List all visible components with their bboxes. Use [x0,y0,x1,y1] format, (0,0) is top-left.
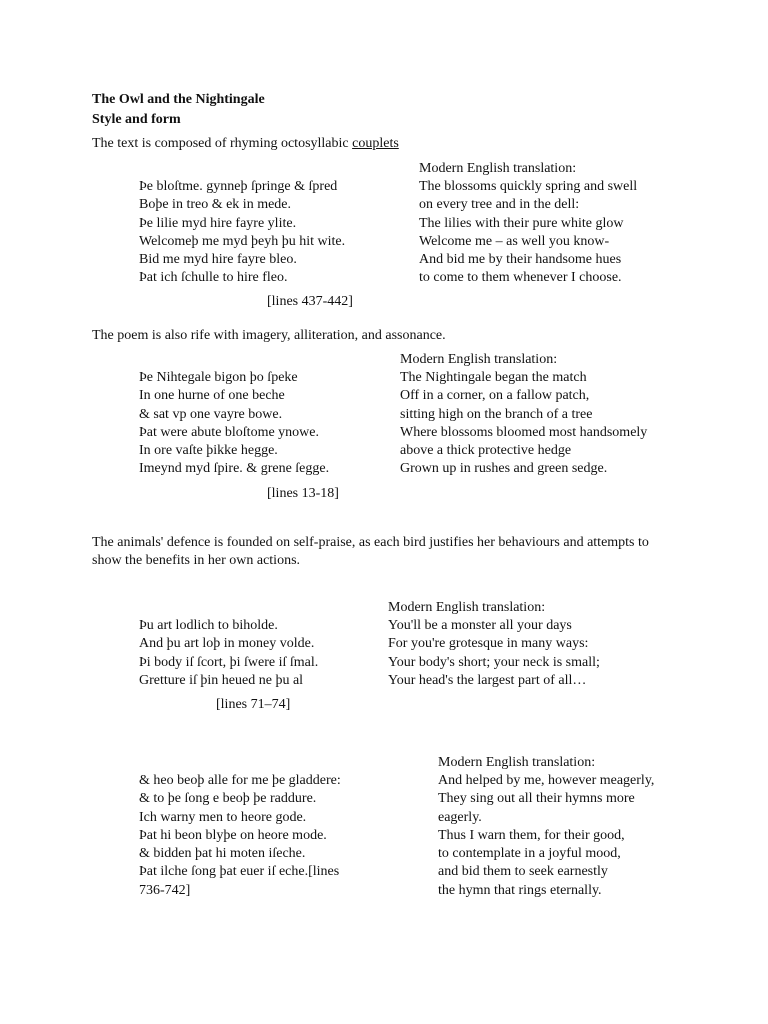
verse-line: In ore vaſte þikke hegge. [139,443,278,459]
translation-line: The Nightingale began the match [400,370,587,385]
translation-verse [388,617,600,690]
translation-line: Off in a corner, on a fallow patch, [400,388,590,404]
intro-paragraph [92,135,399,153]
translation-line: And bid me by their handsome hues [419,252,622,268]
verse-line: Gretture iſ þin heued ne þu al [139,672,304,688]
verse-line: Þat ich ſchulle to hire fleo. [139,270,288,286]
translation-label: Modern English translation: [388,600,546,615]
translation-line: Your body's short; your neck is small; [388,654,600,670]
translation-line: Thus I warn them, for their good, [438,827,625,843]
verse-line: Þu art lodlich to biholde. [139,618,278,633]
intro-text: The text is composed of rhyming octosyllabic [92,136,353,151]
translation-line: on every tree and in the dell: [419,197,580,213]
translation-line: above a thick protective hedge [400,443,572,459]
page-title: The Owl and the Nightingale [92,92,265,107]
body-paragraph: The animals' defence is founded on self-praise, as each bird justifies her behaviours and attempts to show the benefits in her own actions. [92,535,649,569]
verse-line: & sat vp one vayre bowe. [139,406,283,422]
translation-line: Welcome me – as well you know- [419,233,610,249]
verse-line: & heo beoþ alle for me þe gladdere: [139,773,341,788]
verse-line: & to þe ſong e beoþ þe raddure. [139,791,317,807]
translation-verse [400,369,647,479]
original-verse [139,617,318,690]
verse-line: Boþe in treo & ek in mede. [139,197,292,213]
translation-line: The lilies with their pure white glow [419,215,624,231]
verse-line: 736-742] [139,882,191,898]
verse-line: Þe bloſtme. gynneþ ſpringe & ſpred [139,179,338,194]
verse-line: Þat hi beon blyþe on heore mode. [139,827,327,843]
translation-line: to come to them whenever I choose. [419,270,622,286]
translation-line: The blossoms quickly spring and swell [419,179,638,194]
translation-line: and bid them to seek earnestly [438,864,608,880]
verse-line: Imeynd myd ſpire. & grene ſegge. [139,461,330,477]
original-verse [139,772,341,900]
couplets-link[interactable]: couplets [352,136,399,151]
verse-line: Bid me myd hire fayre bleo. [139,252,297,268]
verse-line: Þat ilche ſong þat euer iſ eche.[lines [139,864,340,880]
translation-verse [419,178,637,288]
verse-line: Þe Nihtegale bigon þo ſpeke [139,370,298,385]
section-heading: Style and form [92,112,181,127]
verse-line: Þat were abute bloſtome ynowe. [139,424,320,440]
translation-line: to contemplate in a joyful mood, [438,846,621,862]
line-reference: [lines 437-442] [267,294,353,309]
translation-line: Your head's the largest part of all… [388,672,587,688]
line-reference: [lines 71–74] [216,697,291,712]
original-verse [139,178,345,288]
verse-line: Þe lilie myd hire fayre ylite. [139,215,297,231]
translation-line: the hymn that rings eternally. [438,882,602,898]
translation-line: For you're grotesque in many ways: [388,636,589,652]
translation-line: They sing out all their hymns more [438,791,635,807]
translation-line: Grown up in rushes and green sedge. [400,461,608,477]
verse-line: & bidden þat hi moten iſeche. [139,846,306,862]
translation-line: You'll be a monster all your days [388,618,572,633]
line-reference: [lines 13-18] [267,486,339,501]
verse-line: In one hurne of one beche [139,388,285,404]
body-paragraph: The poem is also rife with imagery, alliteration, and assonance. [92,328,446,343]
translation-line: eagerly. [438,809,482,825]
verse-line: Þi body iſ ſcort, þi ſwere iſ ſmal. [139,654,319,670]
verse-line: And þu art loþ in money volde. [139,636,315,652]
translation-line: sitting high on the branch of a tree [400,406,593,422]
original-verse [139,369,329,479]
verse-line: Welcomeþ me myd þeyh þu hit wite. [139,233,346,249]
translation-label: Modern English translation: [438,755,596,770]
translation-label: Modern English translation: [419,161,577,176]
verse-line: Ich warny men to heore gode. [139,809,307,825]
translation-line: Where blossoms bloomed most handsomely [400,424,648,440]
translation-line: And helped by me, however meagerly, [438,773,655,788]
translation-verse [438,772,654,900]
translation-label: Modern English translation: [400,352,558,367]
